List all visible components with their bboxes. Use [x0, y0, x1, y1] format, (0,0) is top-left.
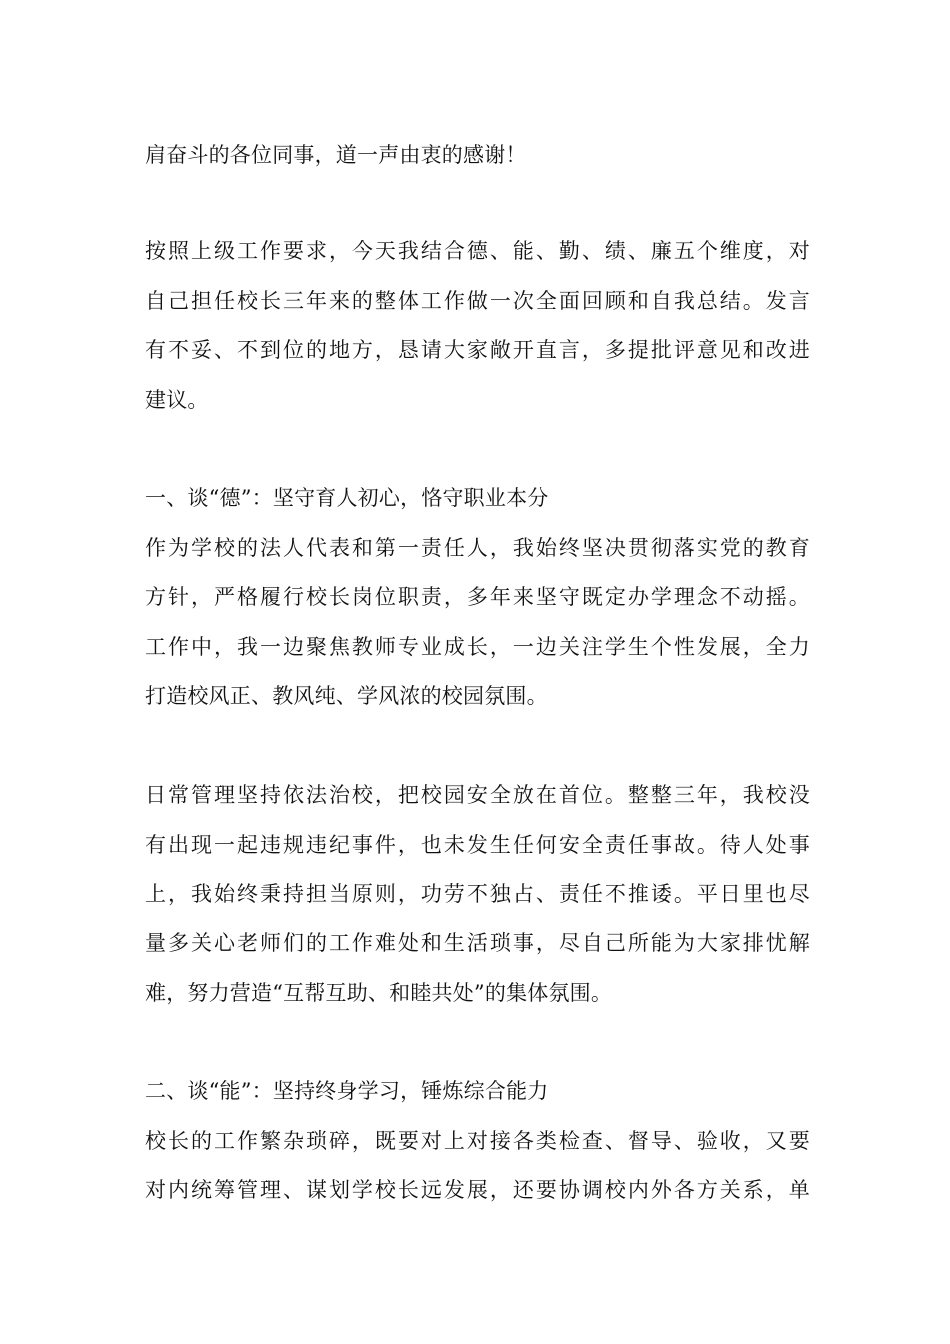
- text-line: 日常管理坚持依法治校，把校园安全放在首位。整整三年，我校没: [145, 783, 810, 807]
- text-line: 对内统筹管理、谋划学校长远发展，还要协调校内外各方关系，单: [145, 1178, 810, 1202]
- text-line: 方针，严格履行校长岗位职责，多年来坚守既定办学理念不动摇。: [145, 585, 810, 609]
- text-line: 按照上级工作要求，今天我结合德、能、勤、绩、廉五个维度，对: [145, 239, 810, 263]
- text-line: 校长的工作繁杂琐碎，既要对上对接各类检查、督导、验收，又要: [145, 1129, 810, 1153]
- section-heading: 一、谈“德”：坚守育人初心，恪守职业本分: [145, 486, 549, 510]
- text-line: 有不妥、不到位的地方，恳请大家敞开直言，多提批评意见和改进: [145, 338, 810, 362]
- text-line: 难，努力营造“互帮互助、和睦共处”的集体氛围。: [145, 981, 613, 1005]
- text-line: 上，我始终秉持担当原则，功劳不独占、责任不推诿。平日里也尽: [145, 882, 810, 906]
- text-line: 作为学校的法人代表和第一责任人，我始终坚决贯彻落实党的教育: [145, 536, 810, 560]
- text-line: 自己担任校长三年来的整体工作做一次全面回顾和自我总结。发言: [145, 289, 810, 313]
- text-line: 量多关心老师们的工作难处和生活琐事，尽自己所能为大家排忧解: [145, 931, 810, 955]
- section-heading: 二、谈“能”：坚持终身学习，锤炼综合能力: [145, 1079, 549, 1103]
- text-line: 工作中，我一边聚焦教师专业成长，一边关注学生个性发展，全力: [145, 635, 810, 659]
- text-line: 建议。: [145, 388, 209, 412]
- text-line: 有出现一起违规违纪事件，也未发生任何安全责任事故。待人处事: [145, 833, 810, 857]
- text-line: 肩奋斗的各位同事，道一声由衷的感谢！: [145, 143, 527, 167]
- text-line: 打造校风正、教风纯、学风浓的校园氛围。: [145, 684, 548, 708]
